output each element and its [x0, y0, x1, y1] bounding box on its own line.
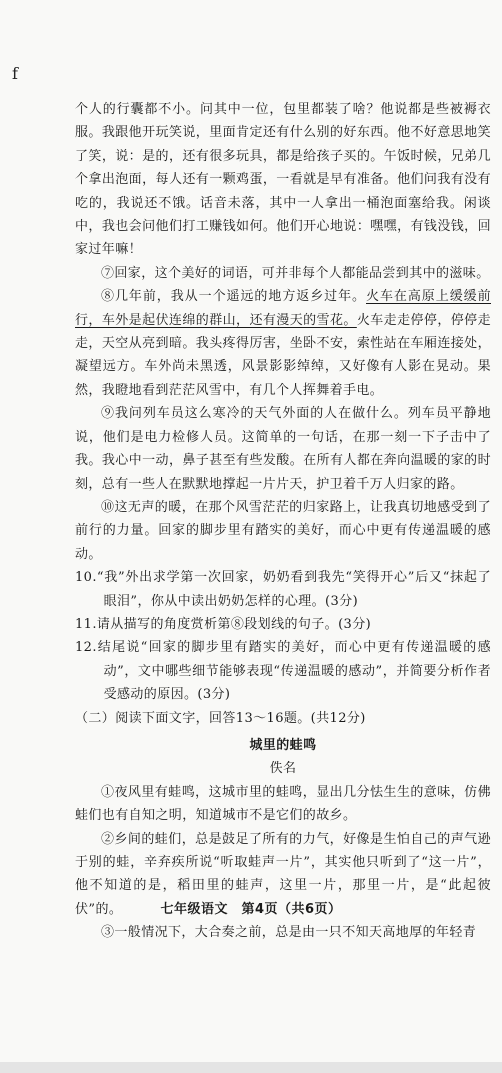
article-author: 佚名 [269, 761, 297, 777]
paragraph-8-pre: ⑧几年前，我从一个遥远的地方返乡过年。 [101, 289, 367, 305]
article-paragraph-3: ③一般情况下，大合奏之前，总是由一只不知天高地厚的年轻青 [101, 925, 477, 941]
question-11: 11.请从描写的角度赏析第⑧段划线的句子。(3分) [75, 616, 372, 632]
article-paragraph-2: ②乡间的蛙们，总是鼓足了所有的力气，好像是生怕自己的声气逊于别的蛙，辛弃疾所说“听取蛙声一片”，其实他只听到了“这一片”，他不知道的是，稻田里的蛙声，这里一片，那里一片，是“此起彼伏”的。 [75, 831, 491, 917]
underlined-sentence: 火车在高原上缓缓前行，车外是起伏连绵的群山，还有漫天的雪花。 [75, 289, 491, 328]
article-title: 城里的蛙鸣 [249, 737, 317, 753]
paragraph-9: ⑨我问列车员这么寒冷的天气外面的人在做什么。列车员平静地说，他们是电力检修人员。这简单的一句话，在那一刻一下子击中了我。我心中一动，鼻子甚至有些发酸。在所有人都在奔向温暖的家的时刻，总有一些人在默默地撑起一片片天，护卫着千万人归家的路。 [75, 406, 491, 492]
section-instruction: （二）阅读下面文字，回答13～16题。(共12分) [75, 710, 366, 726]
question-list [75, 566, 491, 706]
question-10: 10.“我”外出求学第一次回家，奶奶看到我先“笑得开心”后又“抹起了眼泪”，你从中读出奶奶怎样的心理。(3分) [75, 570, 491, 609]
paragraph-10: ⑩这无声的暖，在那个风雪茫茫的归家路上，让我真切地感受到了前行的力量。回家的脚步里有踏实的美好，而心中更有传递温暖的感动。 [75, 499, 491, 562]
page-footer: 七年级语文 第4页（共6页） [160, 902, 342, 917]
paragraph-7: ⑦回家，这个美好的词语，可并非每个人都能品尝到其中的滋味。 [101, 265, 490, 281]
article-paragraph-1: ①夜风里有蛙鸣，这城市里的蛙鸣，显出几分怯生生的意味，仿佛蛙们也有自知之明，知道城市不是它们的故乡。 [75, 784, 491, 824]
scan-bottom-edge [0, 1062, 502, 1073]
margin-mark: f [12, 64, 18, 83]
question-12: 12.结尾说“回家的脚步里有踏实的美好，而心中更有传递温暖的感动”，文中哪些细节能够表现“传递温暖的感动”，并简要分析作者受感动的原因。(3分) [75, 640, 491, 703]
paragraph-8-post: 火车走走停停，停停走走，天空从亮到暗。我头疼得厉害，坐卧不安，索性站在车厢连接处，凝望远方。车外尚未黑透，风景影影绰绰，又好像有人影在晃动。果然，我瞪地看到茫茫风雪中，有几个人挥舞着手电。 [75, 312, 491, 398]
page-content [75, 98, 491, 945]
paragraph-6-continued: 个人的行囊都不小。问其中一位，包里都装了啥？他说都是些被褥衣服。我跟他开玩笑说，里面肯定还有什么别的好东西。他不好意思地笑了笑，说：是的，还有很多玩具，都是给孩子买的。午饭时候，兄弟几个拿出泡面，每人还有一颗鸡蛋，一看就是早有准备。他们问我有没有吃的，我说还不饿。话音未落，其中一人拿出一桶泡面塞给我。闲谈中，我也会问他们打工赚钱如何。他们开心地说：嘿嘿，有钱没钱，回家过年嘛！ [75, 102, 491, 258]
paragraph-8 [75, 285, 491, 402]
